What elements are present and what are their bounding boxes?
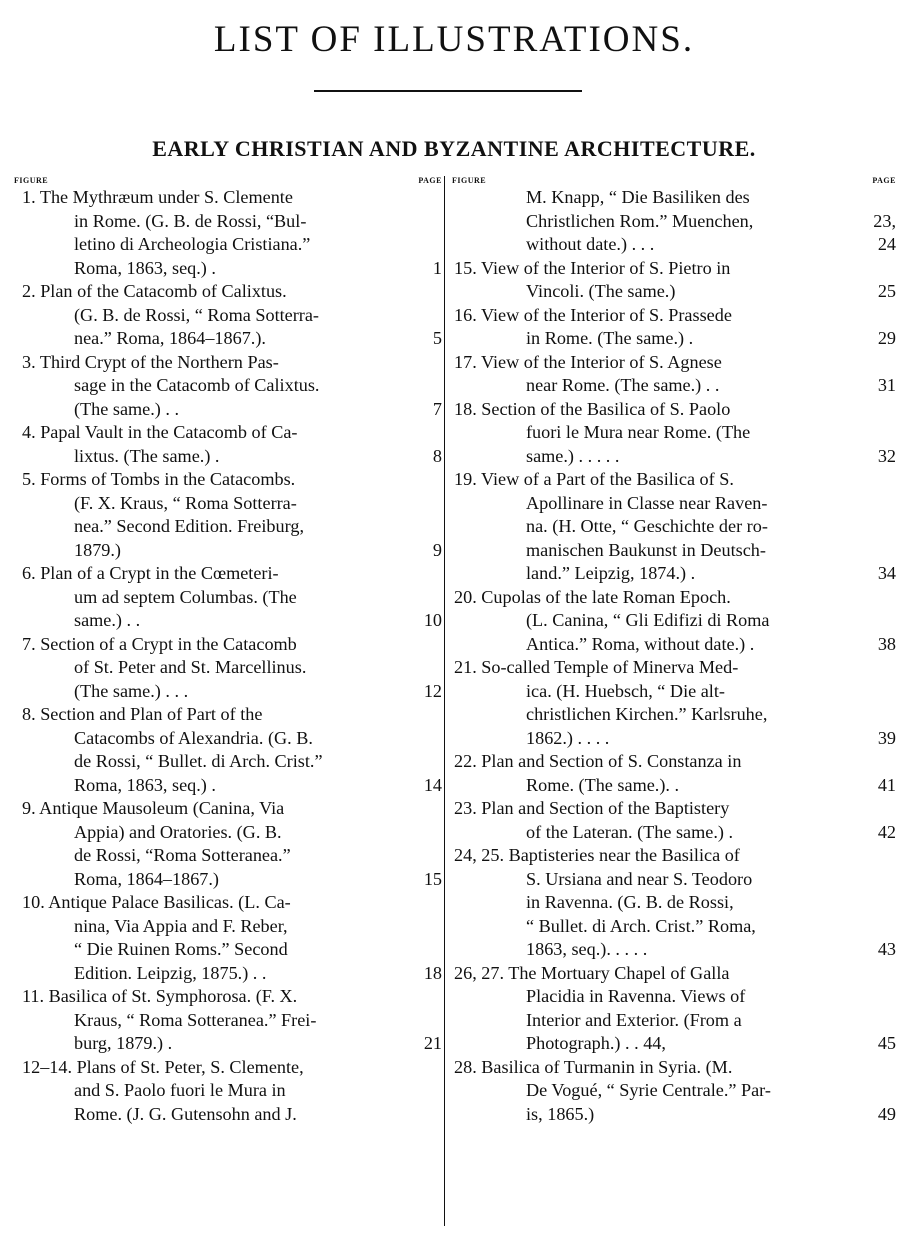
entry-page: 43: [877, 939, 896, 959]
list-item: [452, 797, 896, 844]
title-rule: [314, 90, 582, 92]
list-item: [14, 891, 442, 985]
list-item: [14, 633, 442, 704]
entry-page: 42: [877, 821, 896, 842]
entry-page: 41: [877, 774, 896, 795]
figure-head: FIGURE: [14, 176, 49, 185]
list-item: [452, 586, 896, 657]
list-item: [452, 962, 896, 1056]
list-item: [452, 468, 896, 586]
page-head: PAGE: [872, 176, 896, 185]
entry-page: 18: [423, 962, 442, 983]
entry-text: 22. Plan and Section of S. Constanza in Rome. (The same.). .: [454, 751, 742, 795]
left-entry-list: [14, 186, 442, 1126]
section-heading: EARLY CHRISTIAN AND BYZANTINE ARCHITECTURE.: [152, 136, 756, 161]
entry-page: 12: [423, 680, 442, 701]
entry-text: 18. Section of the Basilica of S. Paolo fuori le Mura near Rome. (The same.) . . . . .: [454, 398, 751, 466]
entry-text: 24, 25. Baptisteries near the Basilica of S. Ursiana and near S. Teodoro in Ravenna. (G. B. de Rossi, “ Bullet. di Arch. Crist.” Roma, 1863, seq.). . . . .: [454, 845, 756, 959]
list-item: [14, 985, 442, 1056]
list-item: [14, 703, 442, 797]
list-item: [14, 562, 442, 633]
list-item: [452, 398, 896, 469]
entry-text: 21. So-called Temple of Minerva Med- ica. (H. Huebsch, “ Die alt- christlichen Kirchen.” Karlsruhe, 1862.) . . . .: [454, 657, 768, 748]
entry-page: 45: [877, 1033, 896, 1053]
entry-text: 17. View of the Interior of S. Agnese near Rome. (The same.) . .: [454, 351, 722, 395]
entry-text: 9. Antique Mausoleum (Canina, Via Appia) and Oratories. (G. B. de Rossi, “Roma Sotteranea.” Roma, 1864–1867.): [22, 798, 291, 889]
entry-page: 49: [877, 1103, 896, 1124]
list-item: [14, 280, 442, 351]
entry-text: 16. View of the Interior of S. Prassede in Rome. (The same.) .: [454, 304, 732, 348]
entry-page: 31: [877, 375, 896, 395]
list-item: [452, 351, 896, 398]
entry-text: M. Knapp, “ Die Basiliken des Christlichen Rom.” Muenchen, without date.) . . .: [526, 187, 754, 254]
right-column: [452, 176, 896, 1126]
list-item: [452, 844, 896, 962]
entry-page: 10: [423, 610, 442, 630]
entry-page: 38: [877, 633, 896, 654]
entry-text: 23. Plan and Section of the Baptistery of the Lateran. (The same.) .: [454, 798, 734, 842]
right-entry-list: [452, 186, 896, 1126]
entry-page: 34: [877, 563, 896, 583]
left-column: [14, 176, 442, 1126]
list-item: [452, 304, 896, 351]
entry-text: 2. Plan of the Catacomb of Calixtus. (G. B. de Rossi, “ Roma Sotterra- nea.” Roma, 1864–1867.).: [22, 281, 319, 348]
left-column-head: [14, 176, 442, 186]
list-item: [14, 468, 442, 562]
entry-text: 19. View of a Part of the Basilica of S. Apollinare in Classe near Raven- na. (H. Otte, “ Geschichte der ro- manischen Baukunst in Deutsch- land.” Leipzig, 1874.) .: [454, 469, 768, 583]
entry-page: 23, 24: [873, 210, 896, 254]
entry-text: 10. Antique Palace Basilicas. (L. Ca- nina, Via Appia and F. Reber, “ Die Ruinen Roms.” Second Edition. Leipzig, 1875.) . .: [22, 892, 291, 983]
entry-page: 21: [423, 1033, 442, 1053]
list-item: [14, 1056, 442, 1127]
entry-text: 3. Third Crypt of the Northern Pas- sage in the Catacomb of Calixtus. (The same.) . .: [22, 351, 320, 419]
list-item: [452, 1056, 896, 1127]
list-item: [14, 421, 442, 468]
entry-page: 8: [432, 445, 442, 466]
list-item: [14, 186, 442, 280]
right-column-head: [452, 176, 896, 186]
list-item: [452, 257, 896, 304]
list-item: [452, 750, 896, 797]
page-title: LIST OF ILLUSTRATIONS.: [213, 19, 695, 60]
entry-text: 20. Cupolas of the late Roman Epoch. (L. Canina, “ Gli Edifizi di Roma Antica.” Roma, without date.) .: [454, 586, 770, 654]
entry-text: 12–14. Plans of St. Peter, S. Clemente, and S. Paolo fuori le Mura in Rome. (J. G. Gutensohn and J.: [22, 1056, 304, 1124]
entry-text: 1. The Mythræum under S. Clemente in Rome. (G. B. de Rossi, “Bul- letino di Archeologia Cristiana.” Roma, 1863, seq.) .: [22, 187, 311, 278]
entry-text: 5. Forms of Tombs in the Catacombs. (F. X. Kraus, “ Roma Sotterra- nea.” Second Edition. Freiburg, 1879.): [22, 469, 304, 560]
entry-text: 4. Papal Vault in the Catacomb of Ca- lixtus. (The same.) .: [22, 422, 298, 466]
list-item: [14, 351, 442, 422]
entry-page: 29: [877, 328, 896, 348]
entry-page: 9: [432, 539, 442, 560]
entry-page: 14: [423, 774, 442, 795]
entry-text: 28. Basilica of Turmanin in Syria. (M. De Vogué, “ Syrie Centrale.” Par- is, 1865.): [454, 1056, 771, 1124]
entry-text: 11. Basilica of St. Symphorosa. (F. X. Kraus, “ Roma Sotteranea.” Frei- burg, 1879.) .: [22, 986, 317, 1053]
list-item: [452, 186, 896, 257]
entry-page: 1: [432, 257, 442, 278]
entry-text: 7. Section of a Crypt in the Catacomb of St. Peter and St. Marcellinus. (The same.) . . .: [22, 633, 307, 701]
entry-text: 15. View of the Interior of S. Pietro in Vincoli. (The same.): [454, 257, 731, 301]
entry-page: 32: [877, 445, 896, 466]
list-item: [452, 656, 896, 750]
column-divider: [444, 176, 445, 1226]
entry-text: 6. Plan of a Crypt in the Cœmeteri- um ad septem Columbas. (The same.) . .: [22, 563, 297, 630]
entry-text: 26, 27. The Mortuary Chapel of Galla Placidia in Ravenna. Views of Interior and Exterior. (From a Photograph.) . . 44,: [454, 962, 746, 1053]
entry-page: 25: [877, 281, 896, 301]
page-head: PAGE: [418, 176, 442, 185]
entry-page: 5: [432, 328, 442, 348]
entry-text: 8. Section and Plan of Part of the Catacombs of Alexandria. (G. B. de Rossi, “ Bullet. di Arch. Crist.” Roma, 1863, seq.) .: [22, 704, 323, 795]
list-item: [14, 797, 442, 891]
entry-page: 15: [423, 868, 442, 889]
entry-page: 7: [432, 398, 442, 419]
figure-head: FIGURE: [452, 176, 487, 185]
entry-page: 39: [877, 727, 896, 748]
